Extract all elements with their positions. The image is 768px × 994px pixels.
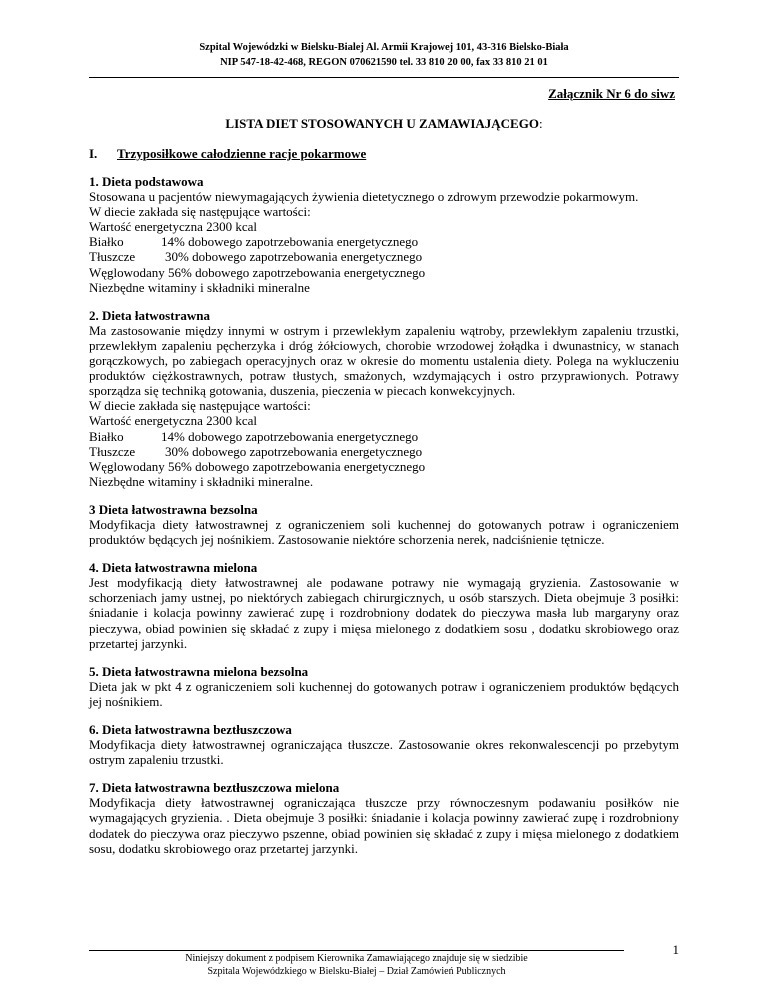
annex-label: Załącznik Nr 6 do siwz xyxy=(548,86,675,101)
diet-heading: 6. Dieta łatwostrawna beztłuszczowa xyxy=(89,722,292,737)
nutrition-values xyxy=(89,398,679,489)
protein-label: Białko xyxy=(89,234,124,250)
protein-value: 14% dobowego zapotrzebowania energetycznego xyxy=(161,234,419,250)
diet-description: Jest modyfikacją diety łatwostrawnej ale podawane potrawy nie wymagają gryzienia. Zastosowanie w schorzeniach jamy ustnej, po niektórych zabiegach chirurgicznych, u osób starszych. Dieta obejmuje 3 posiłki: śniadanie i kolacja powinny zawierać zupę i rozdrobniony dodatek do pieczywa masła lub margaryny oraz pieczywa, obiad powinien się składać z zupy i mięsa mielonego z dodatkiem sosu , dodatku skrobiowego oraz przetartej jarzynki. xyxy=(89,575,679,651)
letterhead xyxy=(0,40,768,70)
document-title-text: LISTA DIET STOSOWANYCH U ZAMAWIAJĄCEGO xyxy=(225,116,539,131)
header-divider xyxy=(89,77,679,78)
diet-1 xyxy=(89,174,679,295)
nutrition-values xyxy=(89,204,679,295)
document-title-colon: : xyxy=(538,116,543,131)
fat-row xyxy=(89,444,679,459)
diet-description: Modyfikacja diety łatwostrawnej ograniczająca tłuszcze. Zastosowanie okres rekonwalescencji po przebytym ostrym zapaleniu trzustki. xyxy=(89,737,679,768)
fat-value: 30% dobowego zapotrzebowania energetycznego xyxy=(165,249,423,265)
fat-label: Tłuszcze xyxy=(89,443,136,459)
minerals-row: Niezbędne witaminy i składniki mineralne. xyxy=(89,473,314,489)
carbs-row: Węglowodany 56% dobowego zapotrzebowania energetycznego xyxy=(89,264,426,280)
diet-heading: 1. Dieta podstawowa xyxy=(89,174,204,189)
diet-description: Dieta jak w pkt 4 z ograniczeniem soli kuchennej do gotowanych potraw i ograniczeniem produktów będących jej nośnikiem. xyxy=(89,678,679,709)
diet-list xyxy=(89,174,679,869)
section-heading xyxy=(89,146,366,162)
diet-7 xyxy=(89,780,679,855)
protein-label: Białko xyxy=(89,428,124,444)
diet-2 xyxy=(89,308,679,489)
diet-heading: 7. Dieta łatwostrawna beztłuszczowa mielona xyxy=(89,780,340,796)
fat-value: 30% dobowego zapotrzebowania energetycznego xyxy=(165,443,423,459)
section-number: I. xyxy=(89,146,98,161)
page-number: 1 xyxy=(672,942,679,957)
diet-description: Stosowana u pacjentów niewymagających żywienia dietetycznego o zdrowym przewodzie pokarmowym. xyxy=(89,189,639,205)
diet-description: Modyfikacja diety łatwostrawnej ograniczająca tłuszcze przy równoczesnym podawaniu posiłków nie wymagających gryzienia. . Dieta obejmuje 3 posiłki: śniadanie i kolacja powinny zawierać zupę i rozdrobniony dodatek do pieczywa oraz pieczywo pszenne, obiad powinien się składać z zupy i mięsa mielonego z dodatkiem sosu, dodatku skrobiowego oraz przetartej jarzynki. xyxy=(89,795,679,856)
footer-divider xyxy=(89,950,624,951)
section-title: Trzyposiłkowe całodzienne racje pokarmowe xyxy=(117,146,367,161)
protein-row xyxy=(89,234,679,249)
energy-value: Wartość energetyczna 2300 kcal xyxy=(89,413,257,429)
fat-row xyxy=(89,249,679,264)
footer-line-2: Szpitala Wojewódzkiego w Bielsku-Białej – Dział Zamówień Publicznych xyxy=(207,966,506,977)
protein-value: 14% dobowego zapotrzebowania energetycznego xyxy=(161,428,419,444)
letterhead-contact: NIP 547-18-42-468, REGON 070621590 tel. 33 810 20 00, fax 33 810 21 01 xyxy=(220,57,548,68)
fat-label: Tłuszcze xyxy=(89,249,136,265)
diet-4 xyxy=(89,560,679,651)
diet-heading: 4. Dieta łatwostrawna mielona xyxy=(89,560,258,576)
carbs-row: Węglowodany 56% dobowego zapotrzebowania energetycznego xyxy=(89,458,426,474)
diet-5 xyxy=(89,664,679,709)
energy-value: Wartość energetyczna 2300 kcal xyxy=(89,219,257,235)
footer-line-1: Niniejszy dokument z podpisem Kierownika Zamawiającego znajduje się w siedzibie xyxy=(185,953,528,964)
document-title xyxy=(0,116,768,132)
letterhead-address: Szpital Wojewódzki w Bielsku-Bialej Al. Armii Krajowej 101, 43-316 Bielsko-Biała xyxy=(199,42,569,53)
diet-description: Modyfikacja diety łatwostrawnej z ograniczeniem soli kuchennej do gotowanych potraw i ograniczeniem produktów będących jej nośnikiem. Zastosowanie niektóre schorzenia nerek, nadciśnienie tętnicze. xyxy=(89,516,679,548)
values-intro: W diecie zakłada się następujące wartości: xyxy=(89,398,311,414)
diet-heading: 3 Dieta łatwostrawna bezsolna xyxy=(89,501,258,517)
protein-row xyxy=(89,429,679,444)
values-intro: W diecie zakłada się następujące wartości: xyxy=(89,204,311,220)
diet-heading: 2. Dieta łatwostrawna xyxy=(89,307,210,323)
diet-description: Ma zastosowanie między innymi w ostrym i przewlekłym zapaleniu wątroby, przewlekłym zapaleniu trzustki, przewlekłym zapaleniu pęcherzyka i dróg żółciowych, chorobie wrzodowej żołądka i dwunastnicy, w stanach gorączkowych, po zabiegach operacyjnych oraz w okresie do momentu ustalenia diety. Polega na wykluczeniu produktów ciężkostrawnych, potraw tłustych, smażonych, wzdymających i ostro przyprawionych. Potrawy sporządza się techniką gotowania, duszenia, pieczenia w piecach konwekcyjnych. xyxy=(89,322,679,399)
minerals-row: Niezbędne witaminy i składniki mineralne xyxy=(89,279,310,295)
diet-3 xyxy=(89,502,679,547)
diet-6 xyxy=(89,722,679,767)
diet-heading: 5. Dieta łatwostrawna mielona bezsolna xyxy=(89,663,309,679)
footer-note xyxy=(89,952,624,978)
